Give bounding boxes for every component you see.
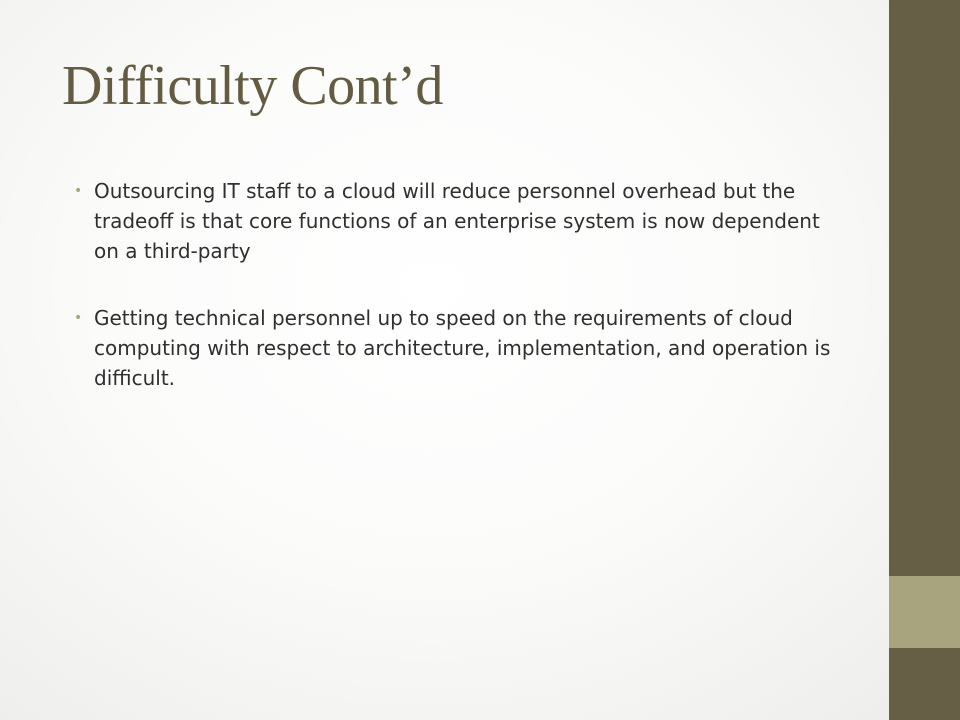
bullet-dot-icon: •	[74, 183, 83, 199]
side-decoration-accent	[889, 576, 960, 648]
bullet-dot-icon: •	[74, 310, 83, 326]
slide-title: Difficulty Cont’d	[62, 55, 443, 117]
bullet-list	[74, 176, 844, 430]
bullet-item	[74, 303, 844, 393]
bullet-item	[74, 176, 844, 266]
bullet-text: Getting technical personnel up to speed on the requirements of cloud computing with respect to architecture, implementation, and operation is difficult.	[94, 306, 831, 390]
bullet-text: Outsourcing IT staff to a cloud will reduce personnel overhead but the tradeoff is that core functions of an enterprise system is now dependent on a third-party	[94, 179, 820, 263]
